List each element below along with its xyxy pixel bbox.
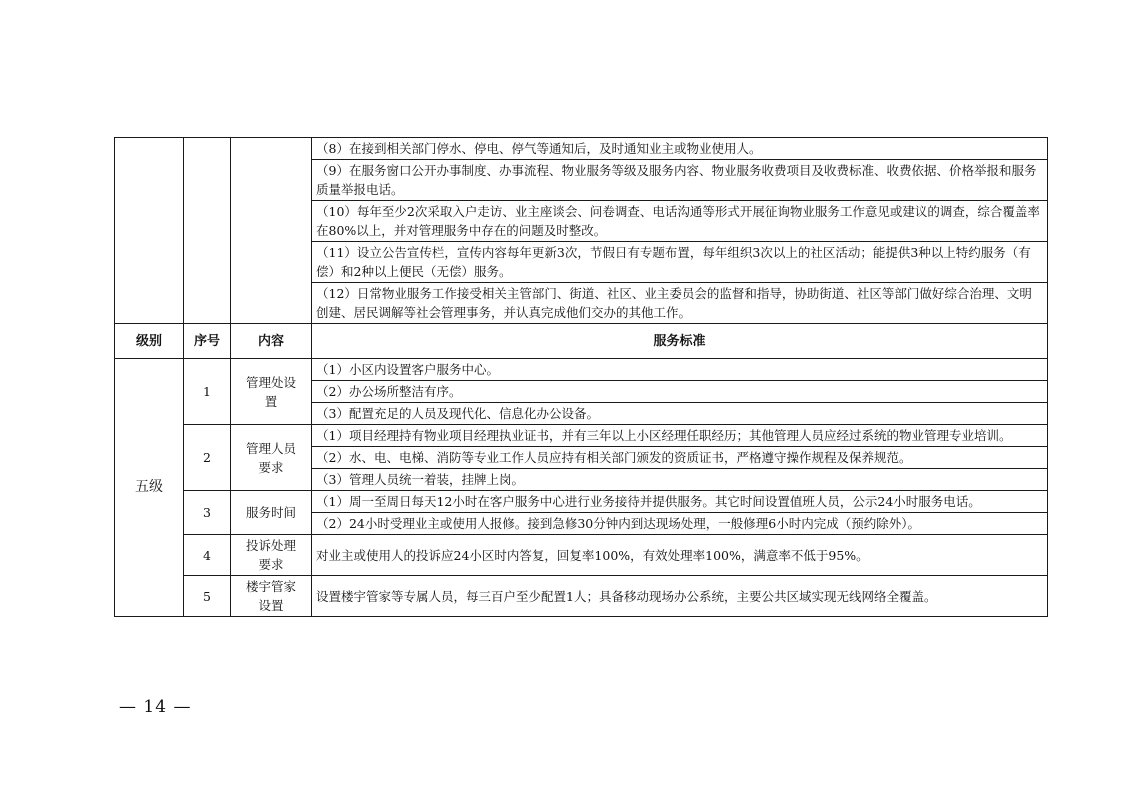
header-level: 级别 <box>115 324 184 359</box>
standard-item: （2）水、电、电梯、消防等专业工作人员应持有相关部门颁发的资质证书，严格遵守操作规程及保养规范。 <box>312 447 1048 469</box>
header-content: 内容 <box>231 324 312 359</box>
seq-cell: 1 <box>184 359 231 425</box>
content-cell: 服务时间 <box>231 491 312 535</box>
seq-cell: 5 <box>184 576 231 617</box>
standard-item: （1）周一至周日每天12小时在客户服务中心进行业务接待并提供服务。其它时间设置值班人员，公示24小时服务电话。 <box>312 491 1048 513</box>
standard-item: （12）日常物业服务工作接受相关主管部门、街道、社区、业主委员会的监督和指导，协助街道、社区等部门做好综合治理、文明创建、居民调解等社会管理事务，并认真完成他们交办的其他工作。 <box>312 283 1048 324</box>
standard-item: （11）设立公告宣传栏，宣传内容每年更新3次，节假日有专题布置，每年组织3次以上的社区活动；能提供3种以上特约服务（有偿）和2种以上便民（无偿）服务。 <box>312 242 1048 283</box>
content-cell: 管理人员要求 <box>231 425 312 491</box>
level-cell: 五级 <box>115 359 184 617</box>
service-standard-table <box>114 137 1048 617</box>
content-cell: 管理处设置 <box>231 359 312 425</box>
standard-item: （2）24小时受理业主或使用人报修。接到急修30分钟内到达现场处理，一般修理6小时内完成（预约除外）。 <box>312 513 1048 535</box>
table-header-row <box>115 324 1048 359</box>
header-standard: 服务标准 <box>312 324 1048 359</box>
standard-item: （3）配置充足的人员及现代化、信息化办公设备。 <box>312 403 1048 425</box>
table-body <box>115 138 1048 617</box>
standard-item: （8）在接到相关部门停水、停电、停气等通知后，及时通知业主或物业使用人。 <box>312 138 1048 160</box>
table-row <box>115 491 1048 513</box>
content-cell-continued <box>231 138 312 324</box>
seq-cell: 3 <box>184 491 231 535</box>
content-cell: 投诉处理要求 <box>231 535 312 576</box>
table-row <box>115 425 1048 447</box>
standard-item: （9）在服务窗口公开办事制度、办事流程、物业服务等级及服务内容、物业服务收费项目及收费标准、收费依据、价格举报和服务质量举报电话。 <box>312 160 1048 201</box>
standard-item: 对业主或使用人的投诉应24小区时内答复，回复率100%，有效处理率100%，满意率不低于95%。 <box>312 535 1048 576</box>
standard-item: （2）办公场所整洁有序。 <box>312 381 1048 403</box>
standard-item: （1）小区内设置客户服务中心。 <box>312 359 1048 381</box>
table-row <box>115 359 1048 381</box>
table-row <box>115 535 1048 576</box>
content-cell: 楼宇管家设置 <box>231 576 312 617</box>
seq-cell: 2 <box>184 425 231 491</box>
seq-cell: 4 <box>184 535 231 576</box>
table-row <box>115 576 1048 617</box>
table-row <box>115 138 1048 160</box>
standard-item: 设置楼宇管家等专属人员，每三百户至少配置1人；具备移动现场办公系统，主要公共区域实现无线网络全覆盖。 <box>312 576 1048 617</box>
standard-item: （1）项目经理持有物业项目经理执业证书，并有三年以上小区经理任职经历；其他管理人员应经过系统的物业管理专业培训。 <box>312 425 1048 447</box>
level-cell-continued <box>115 138 184 324</box>
standard-item: （10）每年至少2次采取入户走访、业主座谈会、问卷调查、电话沟通等形式开展征询物业服务工作意见或建议的调查，综合覆盖率在80%以上，并对管理服务中存在的问题及时整改。 <box>312 201 1048 242</box>
page-number: — 14 — <box>119 697 192 717</box>
standard-item: （3）管理人员统一着装，挂牌上岗。 <box>312 469 1048 491</box>
seq-cell-continued <box>184 138 231 324</box>
header-seq: 序号 <box>184 324 231 359</box>
